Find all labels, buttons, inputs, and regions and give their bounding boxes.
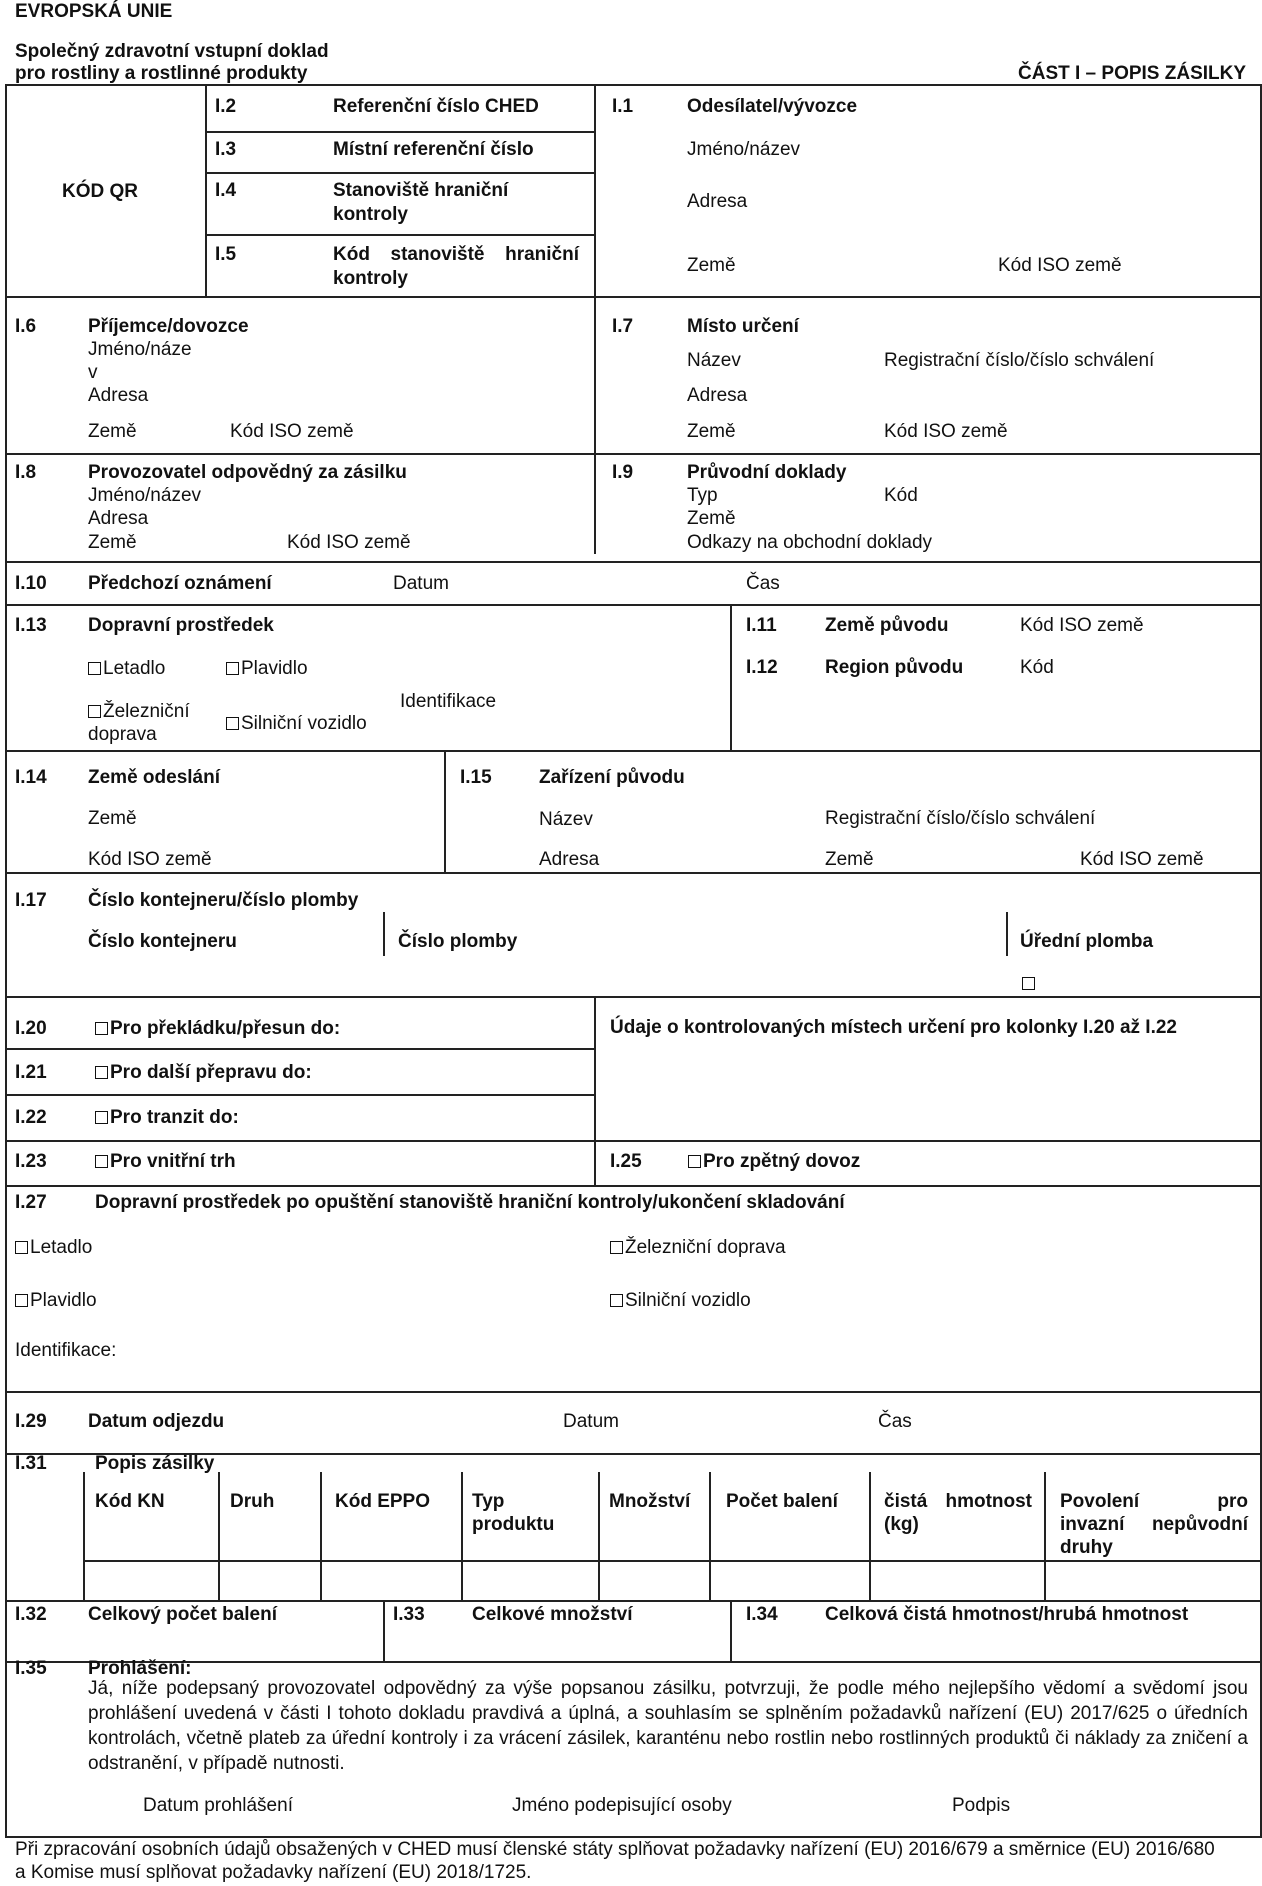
- i22-number: I.22: [15, 1107, 47, 1128]
- i8-address-field: Adresa: [88, 508, 149, 529]
- i14-iso-field: Kód ISO země: [88, 849, 212, 870]
- i27-road-checkbox[interactable]: Silniční vozidlo: [610, 1289, 751, 1312]
- qr-code-placeholder: KÓD QR: [62, 181, 138, 202]
- i29-date-field: Datum: [563, 1411, 619, 1432]
- checkbox-icon: [15, 1294, 28, 1307]
- col-header-quantity: Množství: [609, 1491, 691, 1512]
- i14-number: I.14: [15, 767, 47, 788]
- i25-checkbox[interactable]: Pro zpětný dovoz: [688, 1150, 860, 1173]
- i32-label: Celkový počet balení: [88, 1604, 278, 1625]
- i7-iso-field: Kód ISO země: [884, 421, 1008, 442]
- col-header-type-cont: produktu: [472, 1514, 555, 1535]
- col-header-packages: Počet balení: [726, 1491, 838, 1512]
- i8-name-field: Jméno/název: [88, 485, 202, 506]
- declaration-date-field: Datum prohlášení: [143, 1795, 293, 1816]
- i23-number: I.23: [15, 1151, 47, 1172]
- i32-number: I.32: [15, 1604, 47, 1625]
- i9-country-field: Země: [687, 508, 736, 529]
- signature-field: Podpis: [952, 1795, 1011, 1816]
- declaration-text: Já, níže podepsaný provozovatel odpovědný za výše popsanou zásilku, potvrzuji, že podle mého nejlepšího vědomí a svědomí jsou prohlášení uvedená v části I tohoto dokladu pravdivá a úplná, a souhlasím se splněním požadavků nařízení (EU) 2017/625 o úředních kontrolách, včetně plateb za úřední kontroly i za vrácení zásilek, karanténu nebo rostlin nebo rostlinných produktů či náklady za zničení a odstranění, v případě nutnosti.: [88, 1678, 1248, 1774]
- i5-number: I.5: [215, 244, 237, 265]
- checkbox-icon: [88, 662, 101, 675]
- i12-label: Region původu: [825, 657, 964, 678]
- col-header-type: Typ: [472, 1491, 505, 1512]
- i34-number: I.34: [746, 1604, 778, 1625]
- i13-plane-checkbox[interactable]: Letadlo: [88, 657, 165, 680]
- col-header-kind: Druh: [230, 1491, 275, 1512]
- i15-label: Zařízení původu: [539, 767, 685, 788]
- i34-label: Celková čistá hmotnost/hrubá hmotnost: [825, 1604, 1189, 1625]
- checkbox-icon: [610, 1241, 623, 1254]
- i9-type-field: Typ: [687, 485, 718, 506]
- i20-number: I.20: [15, 1018, 47, 1039]
- i9-code-field: Kód: [884, 485, 918, 506]
- i20-checkbox[interactable]: Pro překládku/přesun do:: [95, 1017, 340, 1040]
- checkbox-icon: [15, 1241, 28, 1254]
- i8-label: Provozovatel odpovědný za zásilku: [88, 462, 407, 483]
- i2-number: I.2: [215, 96, 237, 117]
- i4-number: I.4: [215, 180, 237, 201]
- i6-name-field: Jméno/náze: [88, 339, 192, 360]
- checkbox-icon: [1022, 977, 1035, 990]
- i8-iso-field: Kód ISO země: [287, 532, 411, 553]
- i35-label: Prohlášení:: [88, 1658, 192, 1679]
- i29-time-field: Čas: [878, 1411, 912, 1432]
- union-title: EVROPSKÁ UNIE: [15, 1, 173, 22]
- i17-container-header: Číslo kontejneru: [88, 931, 237, 952]
- i27-rail-checkbox[interactable]: Železniční doprava: [610, 1236, 786, 1259]
- col-header-kn: Kód KN: [95, 1491, 165, 1512]
- i1-iso-field: Kód ISO země: [998, 255, 1122, 276]
- i33-label: Celkové množství: [472, 1604, 633, 1625]
- i10-time-field: Čas: [746, 573, 780, 594]
- signer-name-field: Jméno podepisující osoby: [512, 1795, 732, 1816]
- i7-address-field: Adresa: [687, 385, 748, 406]
- checkbox-icon: [226, 717, 239, 730]
- checkbox-icon: [88, 705, 101, 718]
- part-title: ČÁST I – POPIS ZÁSILKY: [1018, 63, 1247, 84]
- i7-label: Místo určení: [687, 316, 799, 337]
- i17-official-seal-checkbox[interactable]: [1022, 972, 1037, 995]
- i6-country-field: Země: [88, 421, 137, 442]
- i27-identification-field: Identifikace:: [15, 1340, 117, 1361]
- footer-note-line-1: Při zpracování osobních údajů obsažených v CHED musí členské státy splňovat požadavky nařízení (EU) 2016/679 a směrnice (EU) 2016/680: [15, 1839, 1215, 1860]
- i10-date-field: Datum: [393, 573, 449, 594]
- i8-country-field: Země: [88, 532, 137, 553]
- i29-number: I.29: [15, 1411, 47, 1432]
- i1-country-field: Země: [687, 255, 736, 276]
- col-header-permit-cont2: druhy: [1060, 1537, 1113, 1558]
- i13-label: Dopravní prostředek: [88, 615, 274, 636]
- i4-label-cont: kontroly: [333, 204, 408, 225]
- i15-number: I.15: [460, 767, 492, 788]
- i12-number: I.12: [746, 657, 778, 678]
- checkbox-icon: [95, 1066, 108, 1079]
- i10-label: Předchozí oznámení: [88, 573, 272, 594]
- i2-label: Referenční číslo CHED: [333, 96, 539, 117]
- i6-label: Příjemce/dovozce: [88, 316, 249, 337]
- i14-country-field: Země: [88, 808, 137, 829]
- i9-number: I.9: [612, 462, 634, 483]
- col-header-permit: Povolení pro: [1060, 1491, 1248, 1512]
- checkbox-icon: [688, 1155, 701, 1168]
- document-title-line-2: pro rostliny a rostlinné produkty: [15, 63, 308, 84]
- col-header-eppo: Kód EPPO: [335, 1491, 431, 1512]
- i12-code-field: Kód: [1020, 657, 1054, 678]
- i17-label: Číslo kontejneru/číslo plomby: [88, 890, 359, 911]
- i10-number: I.10: [15, 573, 47, 594]
- i11-iso-field: Kód ISO země: [1020, 615, 1144, 636]
- col-header-net-weight-unit: (kg): [884, 1514, 919, 1535]
- i17-seal-header: Číslo plomby: [398, 931, 518, 952]
- i13-road-checkbox[interactable]: Silniční vozidlo: [226, 712, 367, 735]
- i3-label: Místní referenční číslo: [333, 139, 534, 160]
- checkbox-icon: [95, 1111, 108, 1124]
- col-header-net-weight: čistá hmotnost: [884, 1491, 1032, 1512]
- i15-address-field: Adresa: [539, 849, 600, 870]
- i29-label: Datum odjezdu: [88, 1411, 225, 1432]
- i11-number: I.11: [746, 615, 777, 636]
- i5-label-cont: kontroly: [333, 268, 408, 289]
- i25-number: I.25: [610, 1151, 642, 1172]
- i6-name-field-cont: v: [88, 362, 98, 383]
- i15-registration-field: Registrační číslo/číslo schválení: [825, 808, 1096, 829]
- checkbox-icon: [610, 1294, 623, 1307]
- i33-number: I.33: [393, 1604, 425, 1625]
- i7-number: I.7: [612, 316, 634, 337]
- i5-label: Kód stanoviště hraniční: [333, 244, 579, 265]
- i27-label: Dopravní prostředek po opuštění stanoviště hraniční kontroly/ukončení skladování: [95, 1192, 845, 1213]
- i7-name-field: Název: [687, 350, 741, 371]
- i13-number: I.13: [15, 615, 47, 636]
- i9-label: Průvodní doklady: [687, 462, 847, 483]
- checkbox-icon: [95, 1022, 108, 1035]
- i1-address-field: Adresa: [687, 191, 748, 212]
- i15-iso-field: Kód ISO země: [1080, 849, 1204, 870]
- i23-checkbox[interactable]: Pro vnitřní trh: [95, 1150, 236, 1173]
- i6-iso-field: Kód ISO země: [230, 421, 354, 442]
- controlled-destinations-label: Údaje o kontrolovaných místech určení pro kolonky I.20 až I.22: [610, 1017, 1178, 1038]
- i1-label: Odesílatel/vývozce: [687, 96, 858, 117]
- i7-registration-field: Registrační číslo/číslo schválení: [884, 350, 1155, 371]
- i13-rail-label-cont: doprava: [88, 724, 157, 745]
- i6-number: I.6: [15, 316, 37, 337]
- i1-name-field: Jméno/název: [687, 139, 801, 160]
- i6-address-field: Adresa: [88, 385, 149, 406]
- i27-plane-checkbox[interactable]: Letadlo: [15, 1236, 92, 1259]
- i21-number: I.21: [15, 1062, 47, 1083]
- checkbox-icon: [226, 662, 239, 675]
- i15-name-field: Název: [539, 809, 593, 830]
- i1-number: I.1: [612, 96, 634, 117]
- i7-country-field: Země: [687, 421, 736, 442]
- i31-label: Popis zásilky: [95, 1453, 215, 1474]
- i3-number: I.3: [215, 139, 237, 160]
- i13-ship-checkbox[interactable]: Plavidlo: [226, 657, 308, 680]
- i14-label: Země odeslání: [88, 767, 220, 788]
- i27-ship-checkbox[interactable]: Plavidlo: [15, 1289, 97, 1312]
- i17-official-seal-header: Úřední plomba: [1020, 931, 1154, 952]
- footer-note-line-2: a Komise musí splňovat požadavky nařízení (EU) 2018/1725.: [15, 1862, 532, 1883]
- i4-label: Stanoviště hraniční: [333, 180, 509, 201]
- i13-rail-checkbox[interactable]: Železniční: [88, 700, 190, 723]
- i8-number: I.8: [15, 462, 37, 483]
- i22-checkbox[interactable]: Pro tranzit do:: [95, 1106, 239, 1129]
- i17-number: I.17: [15, 890, 47, 911]
- i11-label: Země původu: [825, 615, 949, 636]
- i9-refs-field: Odkazy na obchodní doklady: [687, 532, 933, 553]
- i13-identification-field: Identifikace: [400, 691, 497, 712]
- checkbox-icon: [95, 1155, 108, 1168]
- i35-number: I.35: [15, 1658, 47, 1679]
- document-title-line-1: Společný zdravotní vstupní doklad: [15, 41, 329, 62]
- col-header-permit-cont: invazní nepůvodní: [1060, 1514, 1248, 1535]
- i15-country-field: Země: [825, 849, 874, 870]
- i21-checkbox[interactable]: Pro další přepravu do:: [95, 1061, 312, 1084]
- i27-number: I.27: [15, 1192, 47, 1213]
- i31-number: I.31: [15, 1453, 47, 1474]
